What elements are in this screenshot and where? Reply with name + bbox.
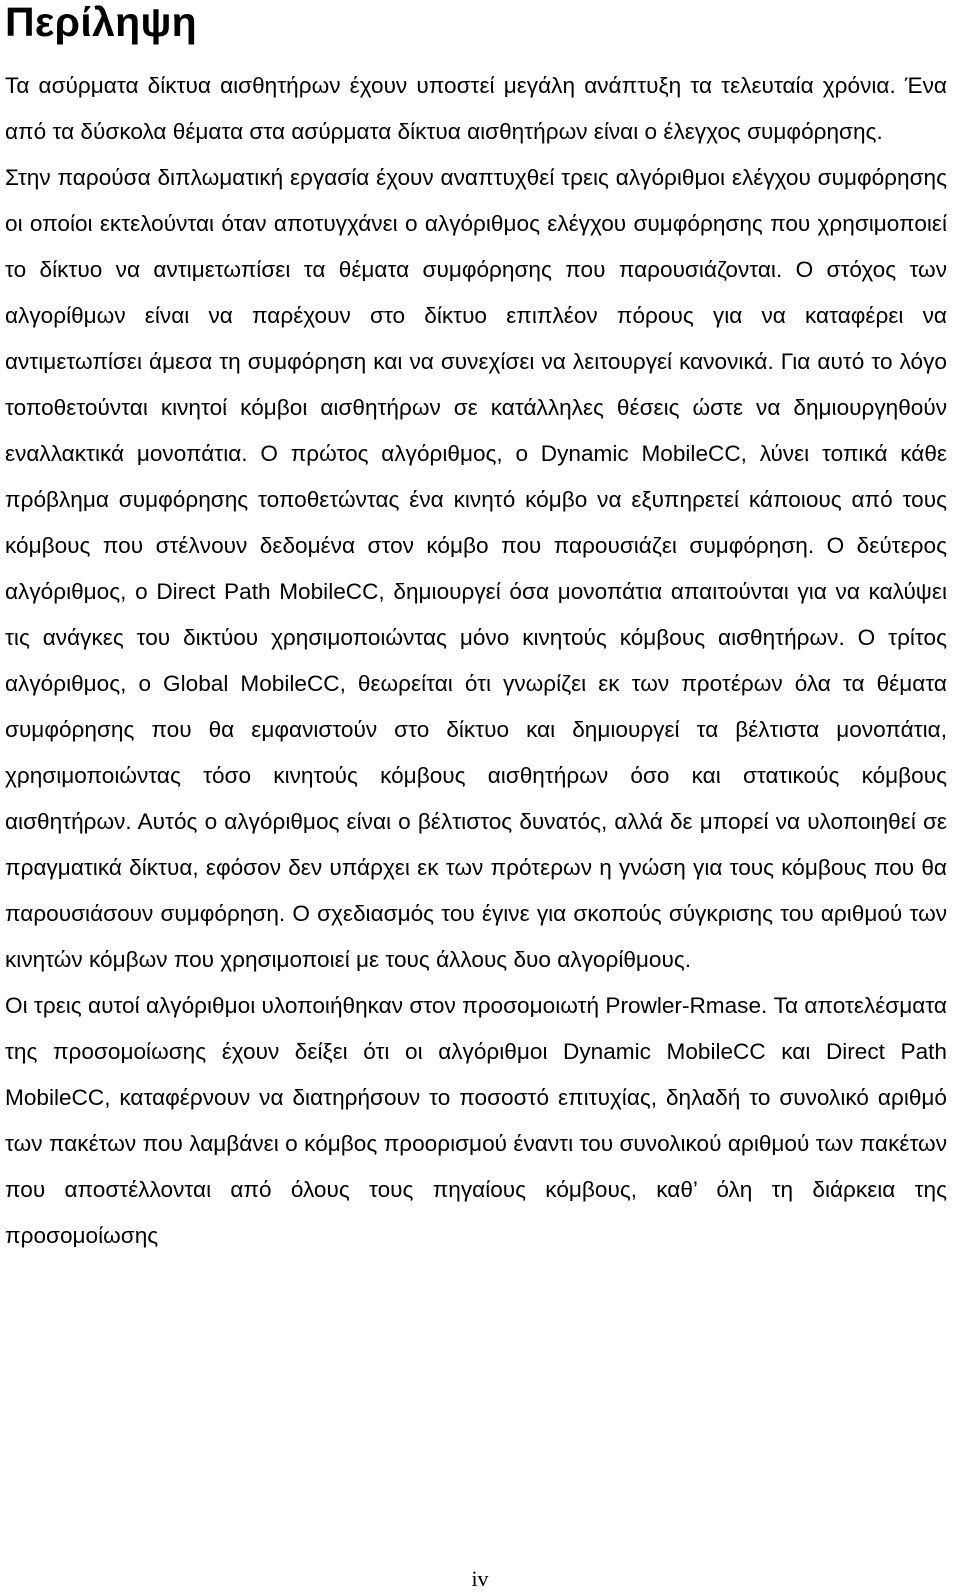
paragraph-3: Οι τρεις αυτοί αλγόριθμοι υλοποιήθηκαν στον προσομοιωτή Prowler-Rmase. Τα αποτελέσματα της προσομοίωσης έχουν δείξει ότι οι αλγόριθμοι Dynamic MobileCC και Direct Path MobileCC, καταφέρνουν να διατηρήσουν το ποσοστό επιτυχίας, δηλαδή το συνολικό αριθμό των πακέτων που λαμβάνει ο κόμβος προορισμού έναντι του συνολικού αριθμού των πακέτων που αποστέλλονται από όλους τους πηγαίους κόμβους, καθ’ όλη τη διάρκεια της προσομοίωσης bbox=[5, 993, 947, 1248]
page-number: iv bbox=[471, 1566, 489, 1591]
paragraph-1: Τα ασύρματα δίκτυα αισθητήρων έχουν υποστεί μεγάλη ανάπτυξη τα τελευταία χρόνια. Ένα από τα δύσκολα θέματα στα ασύρματα δίκτυα αισθητήρων είναι ο έλεγχος συμφόρησης. bbox=[5, 73, 947, 144]
abstract-body bbox=[5, 63, 947, 1259]
paragraph-2: Στην παρούσα διπλωματική εργασία έχουν αναπτυχθεί τρεις αλγόριθμοι ελέγχου συμφόρησης οι οποίοι εκτελούνται όταν αποτυγχάνει ο αλγόριθμος ελέγχου συμφόρησης που χρησιμοποιεί το δίκτυο να αντιμετωπίσει τα θέματα συμφόρησης που παρουσιάζονται. Ο στόχος των αλγορίθμων είναι να παρέχουν στο δίκτυο επιπλέον πόρους για να καταφέρει να αντιμετωπίσει άμεσα τη συμφόρηση και να συνεχίσει να λειτουργεί κανονικά. Για αυτό το λόγο τοποθετούνται κινητοί κόμβοι αισθητήρων σε κατάλληλες θέσεις ώστε να δημιουργηθούν εναλλακτικά μονοπάτια. Ο πρώτος αλγόριθμος, ο Dynamic MobileCC, λύνει τοπικά κάθε πρόβλημα συμφόρησης τοποθετώντας ένα κινητό κόμβο να εξυπηρετεί κάποιους από τους κόμβους που στέλνουν δεδομένα στον κόμβο που παρουσιάζει συμφόρηση. Ο δεύτερος αλγόριθμος, ο Direct Path MobileCC, δημιουργεί όσα μονοπάτια απαιτούνται για να καλύψει τις ανάγκες του δικτύου χρησιμοποιώντας μόνο κινητούς κόμβους αισθητήρων. Ο τρίτος αλγόριθμος, ο Global MobileCC, θεωρείται ότι γνωρίζει εκ των προτέρων όλα τα θέματα συμφόρησης που θα εμφανιστούν στο δίκτυο και δημιουργεί τα βέλτιστα μονοπάτια, χρησιμοποιώντας τόσο κινητούς κόμβους αισθητήρων όσο και στατικούς κόμβους αισθητήρων. Αυτός ο αλγόριθμος είναι ο βέλτιστος δυνατός, αλλά δε μπορεί να υλοποιηθεί σε πραγματικά δίκτυα, εφόσον δεν υπάρχει εκ των πρότερων η γνώση για τους κόμβους που θα παρουσιάσουν συμφόρηση. Ο σχεδιασμός του έγινε για σκοπούς σύγκρισης του αριθμού των κινητών κόμβων που χρησιμοποιεί με τους άλλους δυο αλγορίθμους. bbox=[5, 165, 947, 972]
page-title: Περίληψη bbox=[5, 0, 198, 45]
